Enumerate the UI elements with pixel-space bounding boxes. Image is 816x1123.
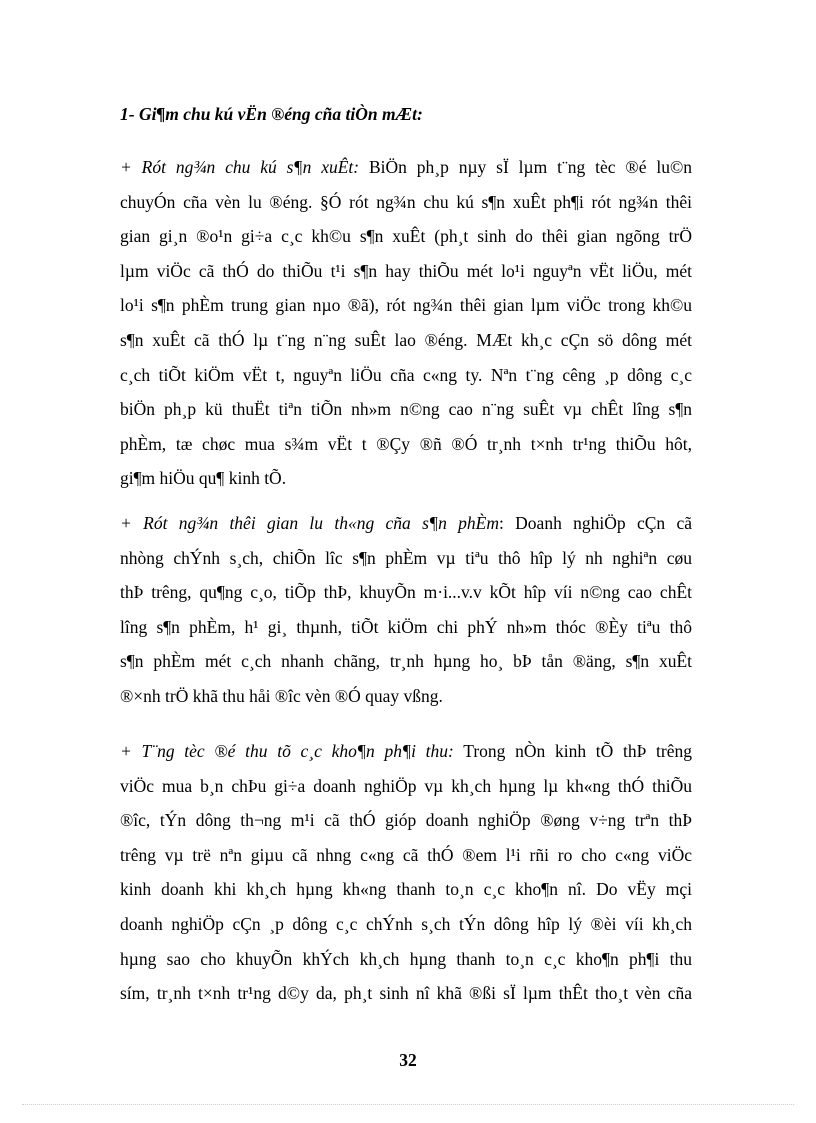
- section-heading: 1- Gi¶m chu kú vËn ®éng cña tiÒn mÆt:: [120, 104, 423, 124]
- paragraph-line: hµng sao cho khuyÕn khÝch kh¸ch hµng thanh to¸n c¸c kho¶n ph¶i thu: [120, 948, 692, 969]
- line-text: : Doanh nghiÖp cÇn cã: [498, 513, 692, 533]
- paragraph-line: viÖc mua b¸n chÞu gi÷a doanh nghiÖp vµ kh¸ch hµng lµ kh«ng thÓ thiÕu: [120, 775, 692, 796]
- paragraph-lead: + T¨ng tèc ®é thu tõ c¸c kho¶n ph¶i thu:: [120, 741, 454, 761]
- paragraph-line: phÈm, tæ chøc mua s¾m vËt t ®Çy ®ñ ®Ó tr¸nh t×nh tr¹ng thiÕu hôt,: [120, 433, 692, 454]
- paragraph-line: s¶n xuÊt cã thÓ lµ t¨ng n¨ng suÊt lao ®éng. MÆt kh¸c cÇn sö dông mét: [120, 329, 692, 350]
- paragraph-line: [120, 506, 692, 541]
- paragraph-line: [120, 734, 692, 769]
- paragraph-line: lîng s¶n phÈm, h¹ gi¸ thµnh, tiÕt kiÖm chi phÝ nh»m thóc ®Èy tiªu thô: [120, 616, 692, 637]
- paragraph-line: ®×nh trÖ khã thu håi ®îc vèn ®Ó quay vßng.: [120, 685, 443, 706]
- paragraph-line: doanh nghiÖp cÇn ¸p dông c¸c chÝnh s¸ch tÝn dông hîp lý ®èi víi kh¸ch: [120, 913, 692, 934]
- paragraph-circulation-time: [120, 506, 692, 714]
- paragraph-line: sím, tr¸nh t×nh tr¹ng d©y da, ph¸t sinh nî khã ®ßi sÏ lµm thÊt tho¸t vèn cña: [120, 983, 692, 1004]
- paragraph-line: [120, 150, 692, 185]
- paragraph-line: biÖn ph¸p kü thuËt tiªn tiÕn nh»m n©ng cao n¨ng suÊt vµ chÊt lîng s¶n: [120, 399, 692, 420]
- paragraph-line: ®îc, tÝn dông th¬ng m¹i cã thÓ gióp doanh nghiÖp ®øng v÷ng trªn thÞ: [120, 810, 692, 831]
- paragraph-lead: + Rót ng¾n thêi gian lu th«ng cña s¶n phÈm: [120, 513, 499, 533]
- paragraph-line: chuyÓn cña vèn lu ®éng. §Ó rót ng¾n chu kú s¶n xuÊt ph¶i rót ng¾n thêi: [120, 191, 692, 212]
- paragraph-line: nhòng chÝnh s¸ch, chiÕn lîc s¶n phÈm vµ tiªu thô hîp lý nh nghiªn cøu: [120, 547, 692, 568]
- paragraph-line: kinh doanh khi kh¸ch hµng kh«ng thanh to¸n c¸c kho¶n nî. Do vËy mçi: [120, 879, 692, 900]
- paragraph-production-cycle: [120, 150, 692, 496]
- paragraph-line: c¸ch tiÕt kiÖm vËt t, nguyªn liÖu cña c«ng ty. Nªn t¨ng cêng ¸p dông c¸c: [120, 364, 692, 385]
- paragraph-line: trêng vµ trë nªn giµu cã nhng c«ng cã thÓ ®em l¹i rñi ro cho c«ng viÖc: [120, 844, 692, 865]
- paragraph-receivables: [120, 734, 692, 1011]
- paragraph-line: gi¶m hiÖu qu¶ kinh tÕ.: [120, 468, 287, 489]
- line-text: BiÖn ph¸p nµy sÏ lµm t¨ng tèc ®é lu©n: [359, 157, 692, 177]
- paragraph-line: thÞ trêng, qu¶ng c¸o, tiÕp thÞ, khuyÕn m·i...v.v kÕt hîp víi n©ng cao chÊt: [120, 582, 692, 603]
- page-bottom-border: [22, 1104, 794, 1105]
- page-number: 32: [399, 1050, 417, 1070]
- paragraph-line: s¶n phÈm mét c¸ch nhanh chãng, tr¸nh hµng ho¸ bÞ tån ®äng, s¶n xuÊt: [120, 651, 692, 672]
- line-text: Trong nÒn kinh tÕ thÞ trêng: [453, 741, 693, 761]
- paragraph-lead: + Rót ng¾n chu kú s¶n xuÊt:: [120, 157, 360, 177]
- paragraph-line: lo¹i s¶n phÈm trung gian nµo ®ã), rót ng¾n thêi gian lµm viÖc trong kh©u: [120, 295, 692, 316]
- paragraph-line: lµm viÖc cã thÓ do thiÕu t¹i s¶n hay thiÕu mét lo¹i nguyªn vËt liÖu, mét: [120, 260, 692, 281]
- paragraph-line: gian gi¸n ®o¹n gi÷a c¸c kh©u s¶n xuÊt (ph¸t sinh do thêi gian ngõng trÖ: [120, 226, 692, 247]
